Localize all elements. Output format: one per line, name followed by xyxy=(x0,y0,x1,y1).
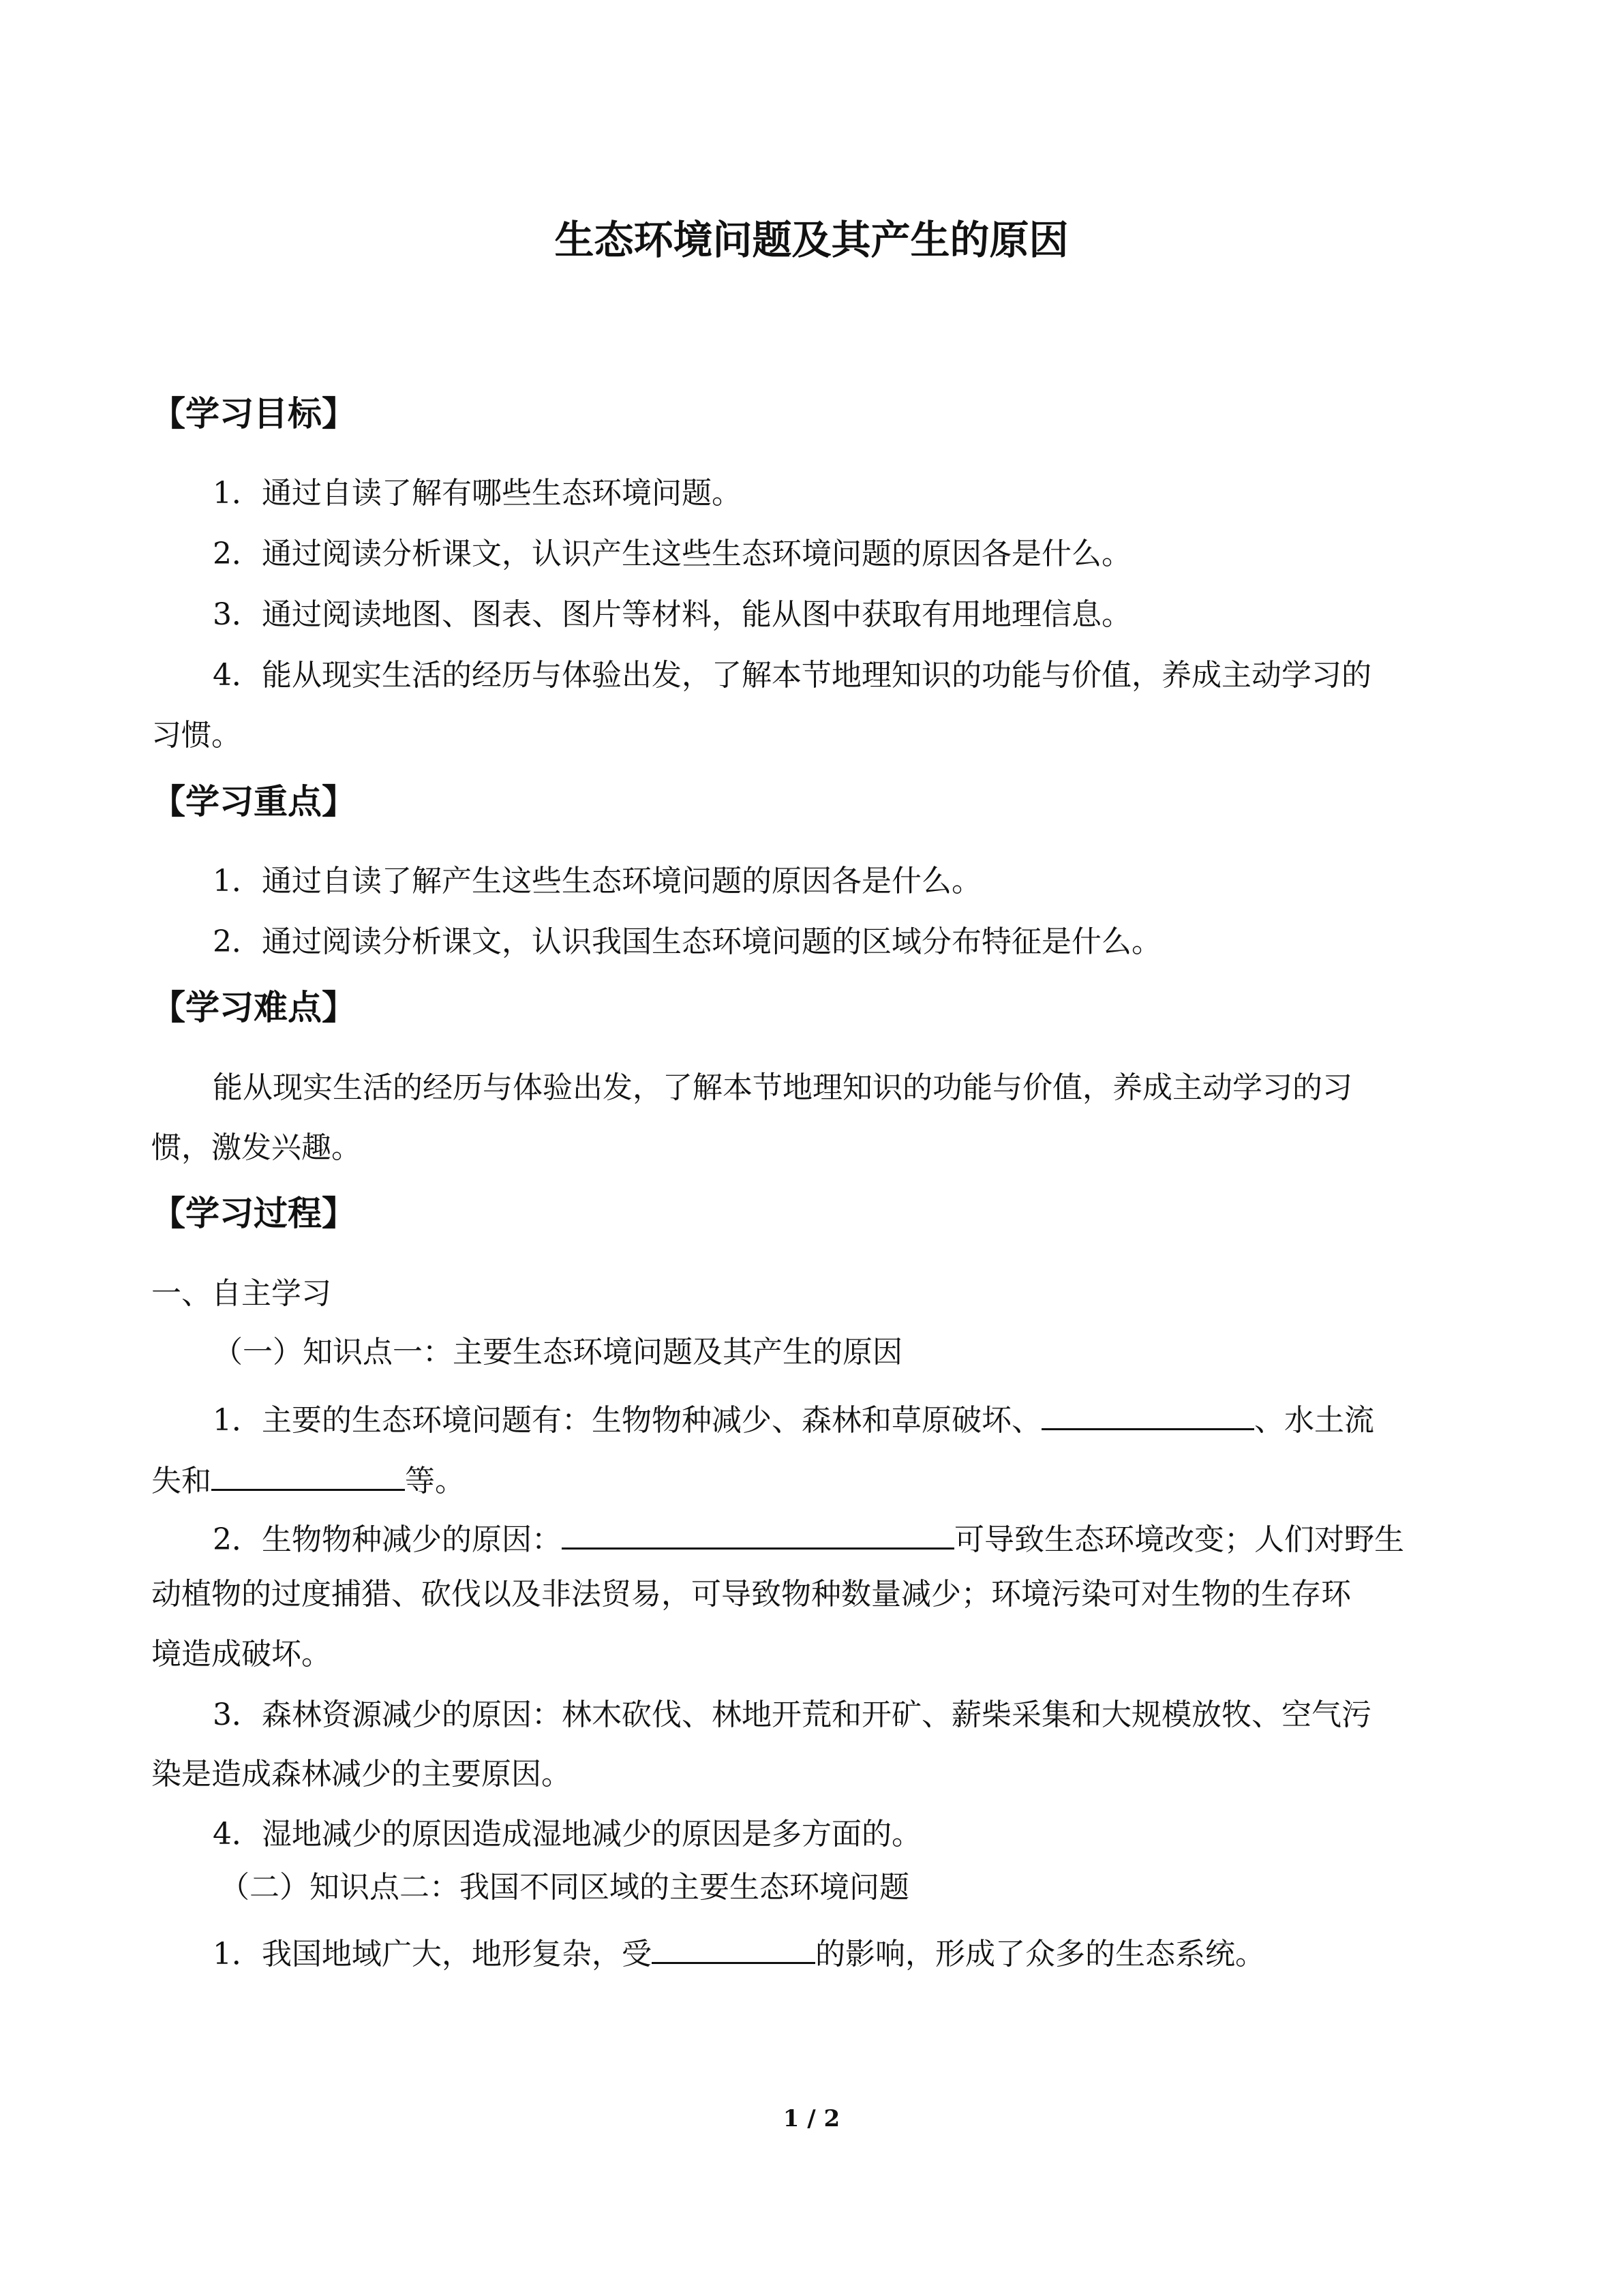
question-text: 2．生物物种减少的原因： xyxy=(213,1522,562,1557)
question-3-line-1: 3．森林资源减少的原因：林木砍伐、林地开荒和开矿、薪柴采集和大规模放牧、空气污 xyxy=(213,1697,1371,1732)
question-text: 的影响，形成了众多的生态系统。 xyxy=(815,1937,1265,1972)
process-heading: 【学习过程】 xyxy=(151,1194,356,1233)
question-2-line-2: 动植物的过度捕猎、砍伐以及非法贸易，可导致物种数量减少；环境污染可对生物的生存环 xyxy=(151,1577,1351,1612)
objective-item: 3．通过阅读地图、图表、图片等材料，能从图中获取有用地理信息。 xyxy=(213,597,1132,632)
question-2-line-3: 境造成破坏。 xyxy=(151,1637,331,1672)
key-points-heading: 【学习重点】 xyxy=(151,782,356,821)
page-number: 1 / 2 xyxy=(783,2105,840,2132)
fill-in-blank[interactable] xyxy=(652,1929,815,1964)
part-one-label: 一、自主学习 xyxy=(151,1276,331,1311)
question-3-line-2: 染是造成森林减少的主要原因。 xyxy=(151,1757,571,1792)
key-point-item: 2．通过阅读分析课文，认识我国生态环境问题的区域分布特征是什么。 xyxy=(213,924,1162,959)
difficulties-heading: 【学习难点】 xyxy=(151,988,356,1027)
question-text: 失和 xyxy=(151,1464,211,1498)
objective-item: 4．能从现实生活的经历与体验出发，了解本节地理知识的功能与价值，养成主动学习的 xyxy=(213,658,1371,693)
question-text: 1．主要的生态环境问题有：生物物种减少、森林和草原破坏、 xyxy=(213,1403,1042,1438)
question-text: 1．我国地域广大，地形复杂，受 xyxy=(213,1937,652,1972)
question-text: 、水土流 xyxy=(1254,1403,1374,1438)
fill-in-blank[interactable] xyxy=(562,1515,954,1550)
question-5 xyxy=(213,1929,1265,1975)
question-1-line-2 xyxy=(151,1456,465,1502)
question-text: 等。 xyxy=(405,1464,465,1498)
question-1-line-1 xyxy=(213,1395,1374,1441)
objective-item-continuation: 习惯。 xyxy=(151,718,241,753)
question-text: 可导致生态环境改变；人们对野生 xyxy=(954,1522,1404,1557)
page-title: 生态环境问题及其产生的原因 xyxy=(554,217,1069,263)
fill-in-blank[interactable] xyxy=(1042,1395,1254,1430)
objectives-heading: 【学习目标】 xyxy=(151,394,356,434)
knowledge-point-one: （一）知识点一：主要生态环境问题及其产生的原因 xyxy=(213,1335,902,1370)
difficulty-item: 能从现实生活的经历与体验出发，了解本节地理知识的功能与价值，养成主动学习的习 xyxy=(213,1070,1352,1105)
question-2-line-1 xyxy=(213,1515,1404,1560)
question-4: 4．湿地减少的原因造成湿地减少的原因是多方面的。 xyxy=(213,1817,922,1852)
objective-item: 2．通过阅读分析课文，认识产生这些生态环境问题的原因各是什么。 xyxy=(213,537,1132,571)
difficulty-item-continuation: 惯，激发兴趣。 xyxy=(151,1130,361,1165)
key-point-item: 1．通过自读了解产生这些生态环境问题的原因各是什么。 xyxy=(213,864,982,898)
objective-item: 1．通过自读了解有哪些生态环境问题。 xyxy=(213,476,742,511)
fill-in-blank[interactable] xyxy=(211,1456,405,1491)
knowledge-point-two: （二）知识点二：我国不同区域的主要生态环境问题 xyxy=(219,1870,909,1905)
